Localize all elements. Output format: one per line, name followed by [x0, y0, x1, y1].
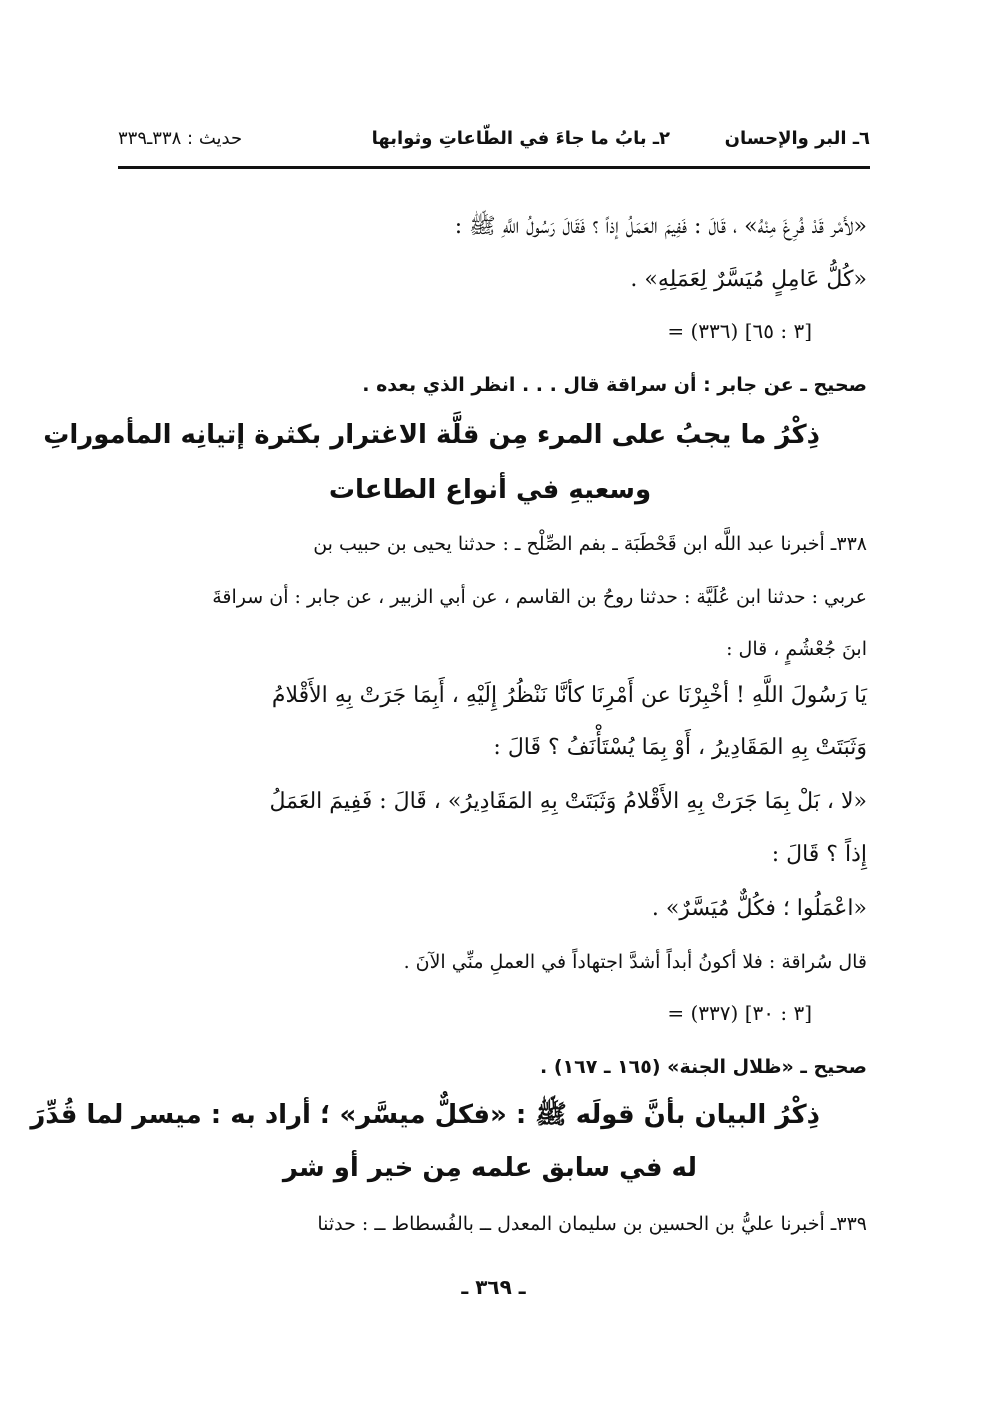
hadith-range: حديث : ٣٣٨ـ٣٣٩	[118, 128, 243, 149]
text-line: ٣٣٨ـ أخبرنا عبد اللَّه ابن قَحْطَبَة ـ بفم الصِّلْح ـ : حدثنا يحيى بن حبيب بن	[313, 533, 867, 555]
page-number: ـ ٣٦٩ ـ	[461, 1275, 526, 1299]
text-line: «كُلُّ عَامِلٍ مُيَسَّرٌ لِعَمَلِهِ» .	[630, 267, 867, 292]
section-heading: ذِكْرُ البيان بأنَّ قولَه ﷺ : «فكلٌّ ميسَّر» ؛ أراد به : ميسر لما قُدِّرَ	[30, 1100, 820, 1130]
section-heading: له في سابق علمه مِن خير أو شر	[282, 1153, 698, 1183]
reference-line: = (٣٣٦) [٣ : ٦٥]	[667, 319, 812, 343]
text-line: ٣٣٩ـ أخبرنا عليُّ بن الحسين بن سليمان المعدل ــ بالفُسطاط ــ : حدثنا	[317, 1213, 867, 1235]
header-rule	[118, 166, 870, 169]
reference-line: = (٣٣٧) [٣ : ٣٠]	[667, 1001, 812, 1025]
text-line: يَا رَسُولَ اللَّهِ ! أخْبِرْنَا عن أَمْرِنَا كأنَّا نَنْظُرُ إِلَيْهِ ، أَبِمَا جَرَتْ بِهِ الأَقْلامُ	[271, 683, 867, 708]
text-line: وَثَبَتَتْ بِهِ المَقَادِيرُ ، أَوْ بِمَا يُسْتَأْنَفُ ؟ قَالَ :	[493, 735, 867, 760]
text-line: قال سُراقة : فلا أكونُ أبداً أشدَّ اجتهاداً في العملِ منِّي الآنَ .	[403, 951, 867, 973]
section-title: ٢ـ بابُ ما جاءَ في الطّاعاتِ وثوابها	[371, 128, 670, 149]
grading-line: صحيح ـ «ظلال الجنة» (١٦٥ ـ ١٦٧) .	[540, 1056, 867, 1078]
text-line: إِذاً ؟ قَالَ :	[771, 842, 867, 867]
text-line: ابنَ جُعْشُمٍ ، قال :	[726, 638, 867, 660]
text-line: عربي : حدثنا ابن عُلَيَّة : حدثنا روحُ بن القاسم ، عن أبي الزبير ، عن جابر : أن سراقةَ	[212, 586, 867, 608]
section-heading: وسعيهِ في أنواع الطاعات	[328, 475, 652, 505]
grading-line: صحيح ـ عن جابر : أن سراقة قال . . . انظر الذي بعده .	[362, 374, 867, 396]
text-line: «لا ، بَلْ بِمَا جَرَتْ بِهِ الأَقْلامُ وَثَبَتَتْ بِهِ المَقَادِيرُ» ، قَالَ : فَفِيمَ العَمَلُ	[269, 789, 867, 814]
text-line: «لأَمْر قَدْ فُرِغَ مِنْهُ» ، قَالَ : فَفِيمَ العَمَلُ إذاً ؟ فَقَالَ رَسُولُ اللَّهِ ﷺ :	[454, 214, 867, 239]
chapter-title: ٦ـ البر والإحسان	[724, 128, 870, 149]
text-line: «اعْمَلُوا ؛ فكُلٌّ مُيَسَّرٌ» .	[651, 896, 867, 921]
running-header	[118, 128, 870, 158]
section-heading: ذِكْرُ ما يجبُ على المرء مِن قلَّة الاغترار بكثرة إتيانِه المأموراتِ	[43, 420, 820, 450]
